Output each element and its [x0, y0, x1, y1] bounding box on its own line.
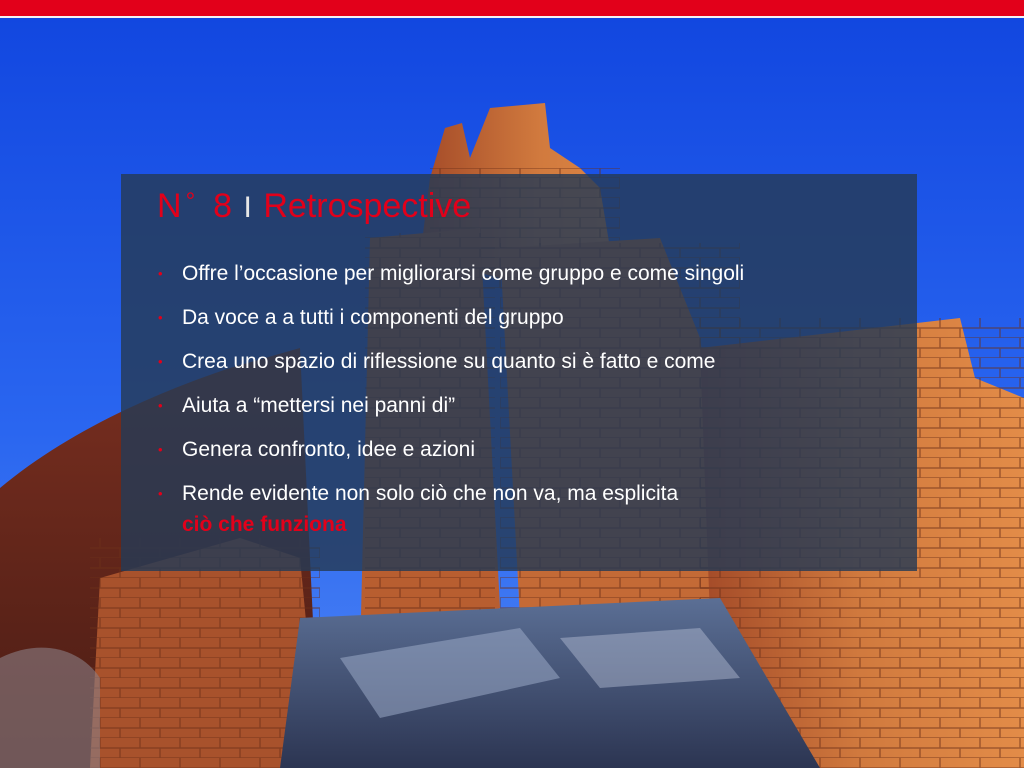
bullet-highlight: ciò che funziona	[182, 513, 347, 536]
bullet-list	[157, 258, 877, 553]
bullet-text: Rende evidente non solo ciò che non va, ma esplicita	[182, 482, 679, 505]
bullet-icon: •	[158, 354, 163, 369]
bullet-item	[157, 258, 877, 289]
bullet-item	[157, 346, 877, 377]
title-index: 8	[213, 187, 233, 225]
bullet-text: Aiuta a “mettersi nei panni di”	[182, 394, 456, 417]
bullet-text: Genera confronto, idee e azioni	[182, 438, 476, 461]
content-panel	[121, 174, 917, 571]
bullet-text: Crea uno spazio di riflessione su quanto si è fatto e come	[182, 350, 716, 373]
title-separator: I	[243, 191, 252, 224]
bullet-icon: •	[158, 398, 163, 413]
bullet-item	[157, 302, 877, 333]
bullet-icon: •	[158, 266, 163, 281]
title-number: N	[157, 187, 182, 225]
bullet-text: Da voce a a tutti i componenti del gruppo	[182, 306, 564, 329]
bullet-icon: •	[158, 486, 163, 501]
title-name: Retrospective	[263, 187, 472, 225]
bullet-item	[157, 434, 877, 465]
bullet-icon: •	[158, 310, 163, 325]
bullet-text: Offre l’occasione per migliorarsi come gruppo e come singoli	[182, 262, 745, 285]
title-degree: °	[185, 188, 196, 215]
top-accent-bar	[0, 0, 1024, 16]
bullet-item	[157, 390, 877, 421]
bullet-icon: •	[158, 442, 163, 457]
bullet-item	[157, 478, 877, 540]
slide-title	[157, 184, 471, 232]
